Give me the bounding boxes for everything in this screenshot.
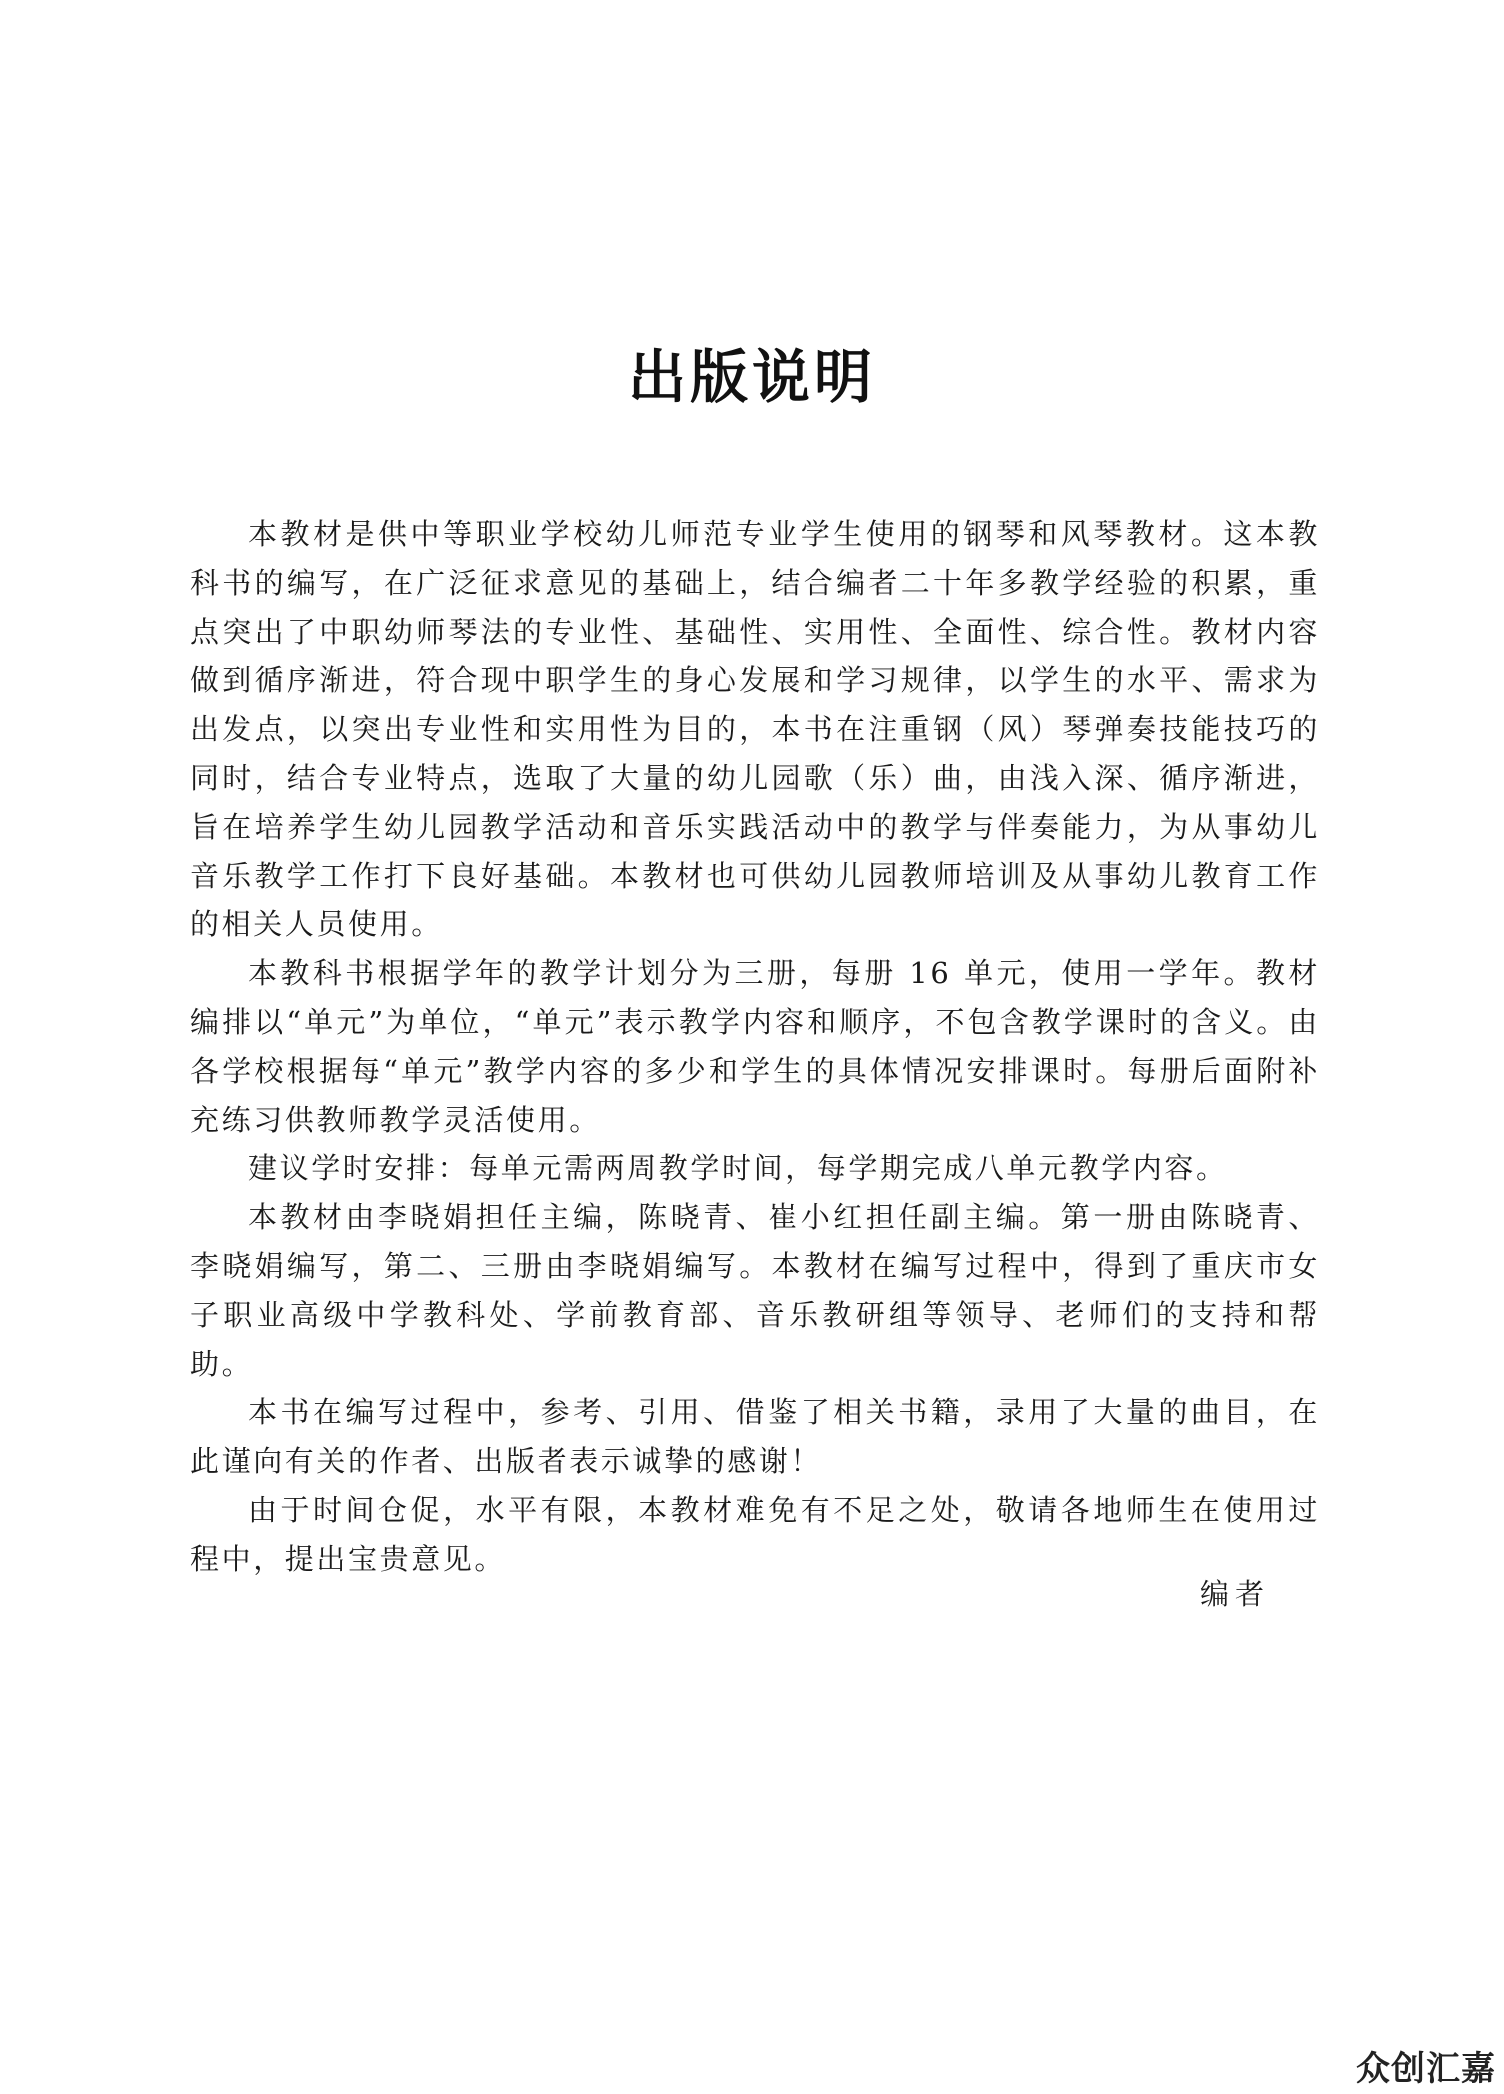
paragraph-acknowledgement: 本书在编写过程中，参考、引用、借鉴了相关书籍，录用了大量的曲目，在此谨向有关的作者、出版者表示诚挚的感谢！ xyxy=(190,1395,1320,1479)
paragraph-schedule: 建议学时安排：每单元需两周教学时间，每学期完成八单元教学内容。 xyxy=(248,1151,1228,1186)
signature: 编者 xyxy=(1200,1577,1271,1611)
paragraph-intro: 本教材是供中等职业学校幼儿师范专业学生使用的钢琴和风琴教材。这本教科书的编写，在广泛征求意见的基础上，结合编者二十年多教学经验的积累，重点突出了中职幼师琴法的专业性、基础性、实用性、全面性、综合性。教材内容做到循序渐进，符合现中职学生的身心发展和学习规律，以学生的水平、需求为出发点，以突出专业性和实用性为目的，本书在注重钢（风）琴弹奏技能技巧的同时，结合专业特点，选取了大量的幼儿园歌（乐）曲，由浅入深、循序渐进，旨在培养学生幼儿园教学活动和音乐实践活动中的教学与伴奏能力，为从事幼儿音乐教学工作打下良好基础。本教材也可供幼儿园教师培训及从事幼儿教育工作的相关人员使用。 xyxy=(190,517,1320,942)
paragraph-feedback: 由于时间仓促，水平有限，本教材难免有不足之处，敬请各地师生在使用过程中，提出宝贵意见。 xyxy=(190,1492,1320,1576)
paragraph-structure: 本教科书根据学年的教学计划分为三册，每册 16 单元，使用一学年。教材编排以“单元”为单位，“单元”表示教学内容和顺序，不包含教学课时的含义。由各学校根据每“单元”教学内容的多少和学生的具体情况安排课时。每册后面附补充练习供教师教学灵活使用。 xyxy=(190,956,1320,1137)
page-title: 出版说明 xyxy=(627,343,876,411)
watermark: 众创汇嘉 xyxy=(1356,2049,1496,2089)
paragraph-editors: 本教材由李晓娟担任主编，陈晓青、崔小红担任副主编。第一册由陈晓青、李晓娟编写，第二、三册由李晓娟编写。本教材在编写过程中，得到了重庆市女子职业高级中学教科处、学前教育部、音乐教研组等领导、老师们的支持和帮助。 xyxy=(190,1200,1320,1381)
body-text xyxy=(190,510,1320,1584)
